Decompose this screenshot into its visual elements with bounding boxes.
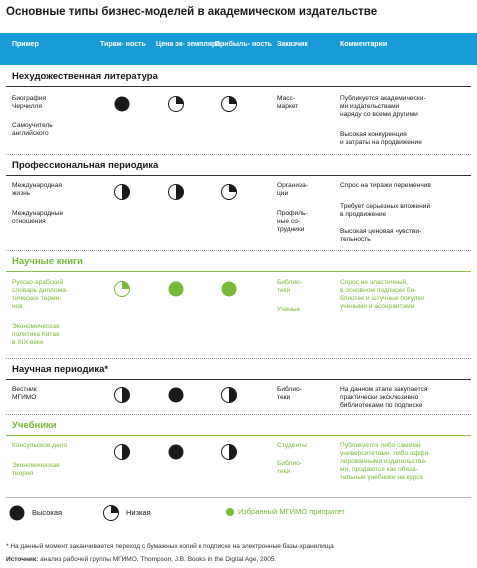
section-divider <box>6 86 471 87</box>
section-divider <box>6 175 471 176</box>
price-level-icon <box>167 95 185 113</box>
example-cell: Биография Черчилля <box>12 95 47 110</box>
customer-cell: Организа- ции <box>277 182 308 197</box>
column-header-price: Цена эк- земпляра <box>156 41 221 48</box>
column-header-circulation: Тираж- ность <box>100 41 146 48</box>
customer-cell: Библио- теки <box>277 386 302 401</box>
example-cell: Русско-арабский словарь диплома- тических терми- нов <box>12 279 69 310</box>
high-level-legend-icon <box>8 504 26 522</box>
profitability-level-icon <box>220 280 238 298</box>
source-line <box>6 556 276 563</box>
section-title-textbooks: Учебники <box>12 420 57 431</box>
low-level-legend-icon <box>102 504 120 522</box>
comment-cell: Спрос не эластичный, в основном подписки би- блиотек и штучные покупки учеными и аспирантами <box>340 279 425 310</box>
column-header-customer: Заказчик <box>277 41 308 48</box>
section-title-scientific-periodicals: Научная периодика* <box>12 364 109 375</box>
profitability-level-icon <box>220 386 238 404</box>
example-cell: Консульское дело <box>12 442 68 449</box>
circulation-level-icon <box>113 183 131 201</box>
section-divider <box>6 435 471 436</box>
column-header-profitability: Прибыль- ность <box>215 41 272 48</box>
legend-high-label: Высокая <box>32 508 63 517</box>
price-level-icon <box>167 183 185 201</box>
comment-cell: Высокая ценовая чувстви- тельность <box>340 228 422 243</box>
example-cell: Международные отношения <box>12 210 64 225</box>
customer-cell: Профиль- ные со- трудники <box>277 210 308 233</box>
section-divider <box>6 379 471 380</box>
comment-cell: Высокая конкуренция и затраты на продвижение <box>340 131 422 146</box>
section-title-nonfiction: Нехудожественная литература <box>12 71 158 82</box>
price-level-icon <box>167 280 185 298</box>
circulation-level-icon <box>113 95 131 113</box>
section-divider <box>6 154 471 155</box>
customer-cell: Студенты <box>277 442 307 449</box>
comment-cell: На данном этапе закупается практически эксклюзивно библиотеками по подписке <box>340 386 428 409</box>
profitability-level-icon <box>220 443 238 461</box>
section-divider <box>6 250 471 251</box>
comment-cell: Публикуется либо самими университетами, либо аффи- лированными издательства- ми, продаются как обяза- тельные учебники на курсе <box>340 442 431 481</box>
page-title: Основные типы бизнес-моделей в академическом издательстве <box>6 6 378 18</box>
profitability-level-icon <box>220 183 238 201</box>
customer-cell: Масс- маркет <box>277 95 299 110</box>
section-divider <box>6 414 471 415</box>
comment-cell: Требует серьезных вложений в продвижение <box>340 203 431 218</box>
source-text: анализ рабочей группы МГИМО, Thompson, J.B. Books in the Digital Age, 2005. <box>40 556 277 563</box>
section-title-professional-periodicals: Профессиональная периодика <box>12 160 159 171</box>
comment-cell: Публикуется академически- ми издательствами наряду со всеми другими <box>340 95 426 118</box>
customer-cell: Библио- теки <box>277 279 302 294</box>
customer-cell: Библио- теки <box>277 460 302 475</box>
example-cell: Экономическая теория <box>12 462 60 477</box>
example-cell: Международная жизнь <box>12 182 62 197</box>
legend-divider <box>6 497 471 498</box>
circulation-level-icon <box>113 386 131 404</box>
example-cell: Экономическая политика Китая в XIX веке <box>12 323 60 346</box>
example-cell: Самоучитель английского <box>12 122 53 137</box>
column-header-comments: Комментарии <box>340 41 388 48</box>
priority-legend-dot-icon <box>226 508 234 516</box>
price-level-icon <box>167 386 185 404</box>
legend-low-label: Низкая <box>126 508 151 517</box>
comment-cell: Спрос на тиражи переменчив <box>340 182 431 189</box>
table-header <box>0 33 477 65</box>
source-label: Источник: <box>6 556 39 563</box>
price-level-icon <box>167 443 185 461</box>
legend-priority-label: Избранный МГИМО приоритет <box>238 507 345 516</box>
example-cell: Вестник МГИМО <box>12 386 37 401</box>
circulation-level-icon <box>113 443 131 461</box>
section-title-scientific-books: Научные книги <box>12 256 83 267</box>
column-header-example: Пример <box>12 41 39 48</box>
section-divider <box>6 271 471 272</box>
profitability-level-icon <box>220 95 238 113</box>
footnote: * На данный момент заканчивается переход с бумажных копий к подписке на электронные базы-хранилища <box>6 543 334 550</box>
section-divider <box>6 358 471 359</box>
circulation-level-icon <box>113 280 131 298</box>
customer-cell: Ученые <box>277 306 301 313</box>
